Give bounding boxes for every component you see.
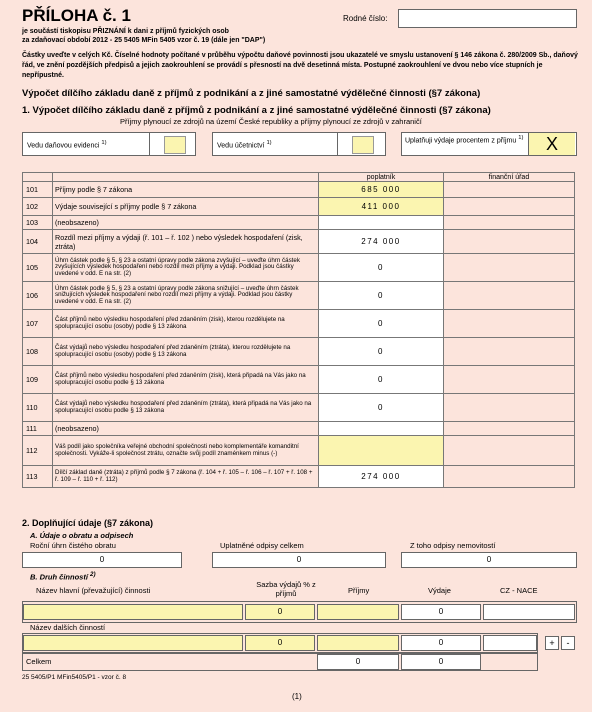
table-row [23, 198, 575, 216]
row-value-input[interactable]: 274 000 [319, 230, 444, 254]
row-number: 106 [23, 282, 53, 310]
other-activity-income-input[interactable] [317, 635, 399, 651]
other-activity-label: Název dalších činností [30, 623, 106, 632]
table-row [23, 254, 575, 282]
row-number: 101 [23, 182, 53, 198]
col-rate: Sazba výdajů % z příjmů [256, 580, 316, 598]
total-income-value: 0 [317, 654, 399, 670]
col-income: Příjmy [348, 586, 370, 595]
other-activity-nace-input[interactable] [483, 635, 537, 651]
row-number: 111 [23, 422, 53, 436]
row-number: 102 [23, 198, 53, 216]
subtitle-line-1: je součástí tiskopisu PŘIZNÁNÍ k dani z příjmů fyzických osob [22, 28, 229, 35]
other-activity-rate-input[interactable]: 0 [245, 635, 315, 651]
rodne-cislo-input[interactable] [398, 9, 577, 28]
table-row [23, 466, 575, 488]
instructions-note: Částky uveďte v celých Kč. Číselné hodnoty počítané v průběhu výpočtu daňové povinnosti jsou ukazatelé ve smyslu ustanovení § 146 zákona č. 280/2009 Sb., daňový řád, ve znění pozdějších předpisů a jejich zaokrouhlení se provádí s přesností na dvě desetinná místa. Postupné zaokrouhlení ve dvou nebo více stupních je nepřípustné. [22, 52, 578, 79]
subtitle-line-2: za zdaňovací období 2012 - 25 5405 MFin 5405 vzor č. 19 (dále jen "DAP") [22, 37, 266, 44]
nemovitosti-label: Z toho odpisy nemovitostí [410, 541, 496, 550]
obrat-label: Roční úhrn čistého obratu [30, 541, 116, 550]
section1-subtitle: Příjmy plynoucí ze zdrojů na území České republiky a příjmy plynoucí ze zdrojů v zahraničí [120, 117, 422, 126]
row-value-input[interactable] [319, 422, 444, 436]
page-subtitle [22, 27, 352, 45]
row-office-value [444, 310, 575, 338]
row-label: Dílčí základ daně (ztráta) z příjmů podle § 7 zákona (ř. 104 + ř. 105 – ř. 106 – ř. 107 + ř. 108 + ř. 109 – ř. 110 + ř. 112) [53, 466, 319, 488]
row-label: Váš podíl jako společníka veřejné obchodní společnosti nebo komplementáře komanditní společnosti. Vykáže-li společnost ztrátu, označte svůj podíl znaménkem minus (-) [53, 436, 319, 466]
row-label: Rozdíl mezi příjmy a výdaji (ř. 101 – ř. 102 ) nebo výsledek hospodaření (zisk, ztráta) [53, 230, 319, 254]
section2-title: 2. Doplňující údaje (§7 zákona) [22, 518, 154, 528]
obrat-input[interactable]: 0 [22, 552, 182, 568]
add-row-button[interactable]: + [545, 636, 559, 650]
danova-evidence-label: Vedu daňovou evidenci $^{1)}$ [27, 140, 107, 150]
form-code: 25 5405/P1 MFin5405/P1 - vzor č. 8 [22, 674, 127, 681]
row-number: 113 [23, 466, 53, 488]
row-label: (neobsazeno) [53, 216, 319, 230]
row-number: 109 [23, 366, 53, 394]
row-office-value [444, 436, 575, 466]
row-value-input[interactable] [319, 436, 444, 466]
row-number: 112 [23, 436, 53, 466]
row-label: Část výdajů nebo výsledku hospodaření před zdaněním (ztráta), která připadá na Vás jako na spolupracující osobu podle § 13 zákona [53, 394, 319, 422]
section2a-title: A. Údaje o obratu a odpisech [30, 531, 134, 540]
row-label: Úhrn částek podle § 5, § 23 a ostatní úpravy podle zákona snižující – uveďte úhrn částek snižujících výsledek hospodaření nebo rozdíl mezi příjmy a výdaji. Podklad jsou částky uvedené v odd. E na str. (2) [53, 282, 319, 310]
remove-row-button[interactable]: - [561, 636, 575, 650]
row-label: Část výdajů nebo výsledku hospodaření před zdaněním (ztráta), kterou rozdělujete na spolupracující osobu (osoby) podle § 13 zákona [53, 338, 319, 366]
row-office-value [444, 216, 575, 230]
row-office-value [444, 230, 575, 254]
section-heading: Výpočet dílčího základu daně z příjmů z podnikání a z jiné samostatné výdělečné činnosti (§7 zákona) [22, 88, 481, 99]
other-activity-row [22, 633, 538, 653]
row-number: 110 [23, 394, 53, 422]
row-label: Část příjmů nebo výsledku hospodaření před zdaněním (zisk), která připadá na Vás jako na spolupracující osobu podle § 13 zákona [53, 366, 319, 394]
table-row [23, 282, 575, 310]
row-office-value [444, 254, 575, 282]
nemovitosti-input[interactable]: 0 [401, 552, 577, 568]
odpisy-input[interactable]: 0 [212, 552, 386, 568]
table-row [23, 422, 575, 436]
row-office-value [444, 422, 575, 436]
table-header-row [23, 173, 575, 182]
table-row [23, 394, 575, 422]
row-number: 104 [23, 230, 53, 254]
table-row [23, 310, 575, 338]
col-main-activity: Název hlavní (převažující) činnosti [36, 586, 151, 595]
row-office-value [444, 338, 575, 366]
row-office-value [444, 198, 575, 216]
row-number: 107 [23, 310, 53, 338]
main-activity-nace-input[interactable] [483, 604, 575, 620]
other-activity-expense-input[interactable]: 0 [401, 635, 481, 651]
col-financni-urad: finanční úřad [444, 173, 575, 182]
rodne-cislo-label: Rodné číslo: [343, 14, 388, 23]
ucetnictvi-checkbox[interactable] [352, 136, 374, 154]
row-value-input[interactable] [319, 216, 444, 230]
table-row [23, 338, 575, 366]
row-value-input[interactable]: 0 [319, 394, 444, 422]
table-row [23, 436, 575, 466]
row-number: 103 [23, 216, 53, 230]
section1-title: 1. Výpočet dílčího základu daně z příjmů z podnikání a z jiné samostatné výdělečné činnosti (§7 zákona) [22, 105, 491, 116]
ucetnictvi-label: Vedu účetnictví $^{1)}$ [217, 140, 272, 150]
row-office-value [444, 394, 575, 422]
page-title: PŘÍLOHA č. 1 [22, 6, 131, 25]
row-value-input[interactable]: 685 000 [319, 182, 444, 198]
row-number: 108 [23, 338, 53, 366]
ucetnictvi-field [212, 132, 386, 156]
main-activity-income-input[interactable] [317, 604, 399, 620]
row-value-input[interactable]: 0 [319, 310, 444, 338]
vydaje-procentem-field [401, 132, 577, 156]
row-value-input[interactable]: 411 000 [319, 198, 444, 216]
row-office-value [444, 282, 575, 310]
row-office-value [444, 182, 575, 198]
row-office-value [444, 366, 575, 394]
table-row [23, 182, 575, 198]
row-value-input[interactable]: 274 000 [319, 466, 444, 488]
row-label: Úhrn částek podle § 5, § 23 a ostatní úpravy podle zákona zvyšující – uveďte úhrn částek zvyšujících výsledek hospodaření nebo rozdíl mezi příjmy a výdaji. Podklad jsou částky uvedené v odd. E na str. (2) [53, 254, 319, 282]
main-activity-row [22, 601, 577, 623]
table-row [23, 230, 575, 254]
row-label: Část příjmů nebo výsledku hospodaření před zdaněním (zisk), kterou rozdělujete na spolupracující osobu (osoby) podle § 13 zákona [53, 310, 319, 338]
col-cz-nace: CZ - NACE [500, 586, 538, 595]
row-value-input[interactable]: 0 [319, 254, 444, 282]
other-activity-name-input[interactable] [23, 635, 243, 651]
row-value-input[interactable]: 0 [319, 338, 444, 366]
row-value-input[interactable]: 0 [319, 282, 444, 310]
row-label: (neobsazeno) [53, 422, 319, 436]
row-number: 105 [23, 254, 53, 282]
col-poplatnik: poplatník [319, 173, 444, 182]
odpisy-label: Uplatněné odpisy celkem [220, 541, 304, 550]
calculation-table [22, 172, 575, 488]
vydaje-procentem-label: Uplatňuji výdaje procentem z příjmu $^{1)}$ [405, 135, 524, 145]
total-row [22, 653, 538, 671]
row-label: Příjmy podle § 7 zákona [53, 182, 319, 198]
page-number: (1) [292, 692, 302, 701]
main-activity-rate-input[interactable]: 0 [245, 604, 315, 620]
col-expense: Výdaje [428, 586, 451, 595]
main-activity-expense-input[interactable]: 0 [401, 604, 481, 620]
row-office-value [444, 466, 575, 488]
table-row [23, 216, 575, 230]
table-row [23, 366, 575, 394]
row-value-input[interactable]: 0 [319, 366, 444, 394]
section2b-title: B. Druh činností $^{2)}$ [30, 571, 96, 582]
danova-evidence-checkbox[interactable] [164, 136, 186, 154]
total-label: Celkem [26, 657, 52, 666]
danova-evidence-field [22, 132, 196, 156]
vydaje-procentem-checkbox[interactable]: X [528, 133, 575, 155]
row-label: Výdaje související s příjmy podle § 7 zákona [53, 198, 319, 216]
main-activity-name-input[interactable] [23, 604, 243, 620]
total-expense-value: 0 [401, 654, 481, 670]
